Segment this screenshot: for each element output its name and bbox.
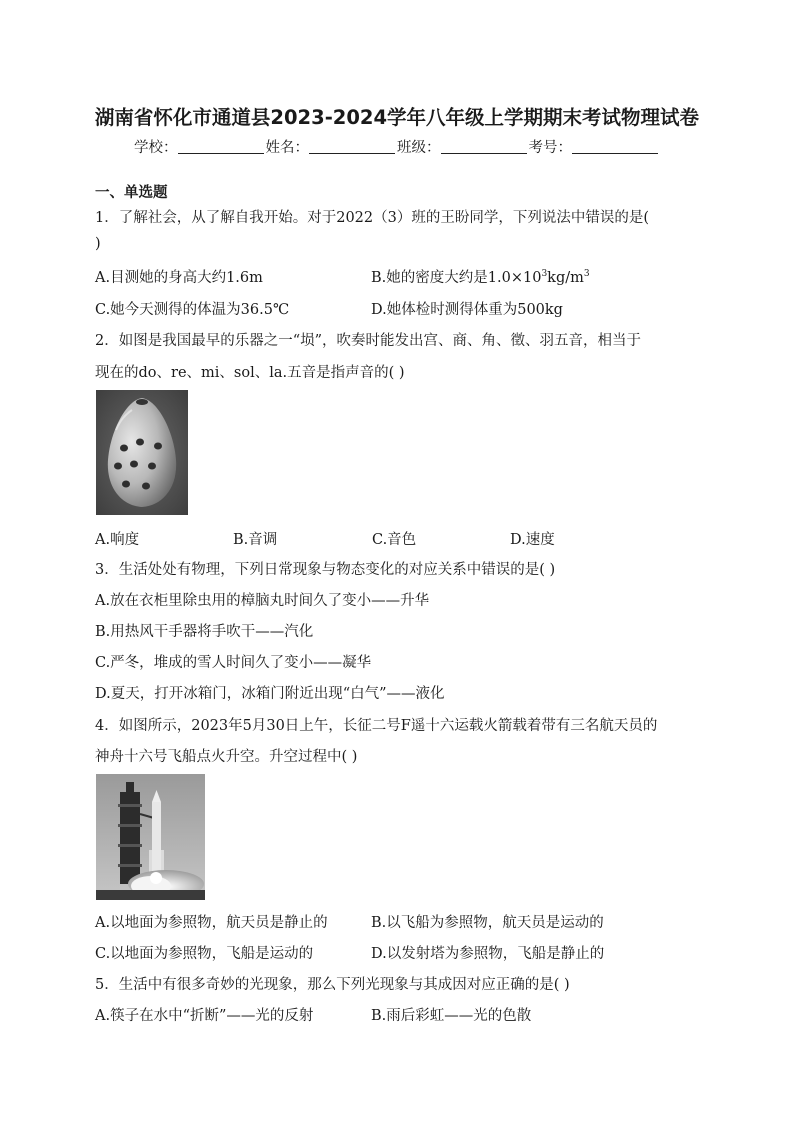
section-heading: 一、单选题 [95,185,168,201]
q4-option-b[interactable]: B.以飞船为参照物，航天员是运动的 [371,915,604,931]
q4-stem-line2: 神舟十六号飞船点火升空。升空过程中( ) [95,749,358,765]
q2-stem-line2: 现在的do、re、mi、sol、la.五音是指声音的( ) [95,365,405,381]
q1-option-a[interactable]: A.目测她的身高大约1.6m [95,270,263,286]
q5-stem: 5．生活中有很多奇妙的光现象，那么下列光现象与其成因对应正确的是( ) [95,977,570,993]
q1-stem-line2: ) [95,236,101,252]
exam-title: 湖南省怀化市通道县2023-2024学年八年级上学期期末考试物理试卷 [94,106,700,129]
q3-stem: 3．生活处处有物理，下列日常现象与物态变化的对应关系中错误的是( ) [95,562,556,578]
q5-option-a[interactable]: A.筷子在水中“折断”——光的反射 [95,1008,314,1024]
class-label: 班级： [397,140,441,156]
q2-stem-line1: 2．如图是我国最早的乐器之一“埙”，吹奏时能发出宫、商、角、徵、羽五音，相当于 [95,333,642,349]
q3-option-b[interactable]: B.用热风干手器将手吹干——汽化 [95,624,314,640]
school-label: 学校： [134,140,178,156]
q2-option-d[interactable]: D.速度 [510,532,555,548]
q1-option-c[interactable]: C.她今天测得的体温为36.5℃ [95,302,290,318]
number-blank[interactable] [572,139,658,154]
q3-option-c[interactable]: C.严冬，堆成的雪人时间久了变小——凝华 [95,655,372,671]
q1-option-d[interactable]: D.她体检时测得体重为500kg [371,302,563,318]
student-info-row [0,136,794,157]
q1-option-b-unit: kg/m [547,270,584,286]
q3-option-a[interactable]: A.放在衣柜里除虫用的樟脑丸时间久了变小——升华 [95,593,430,609]
number-label: 考号： [528,140,572,156]
q2-option-a[interactable]: A.响度 [95,532,140,548]
name-label: 姓名： [265,140,309,156]
q1-option-b-exp2: 3 [583,269,590,279]
rocket-launch-image [96,774,205,900]
q1-option-b[interactable] [371,266,590,287]
q5-option-b[interactable]: B.雨后彩虹——光的色散 [371,1008,532,1024]
q4-option-a[interactable]: A.以地面为参照物，航天员是静止的 [95,915,328,931]
q4-option-c[interactable]: C.以地面为参照物，飞船是运动的 [95,946,314,962]
q2-option-b[interactable]: B.音调 [233,532,278,548]
q1-option-b-text: B.她的密度大约是1.0×10 [371,270,542,286]
name-blank[interactable] [309,139,395,154]
q2-option-c[interactable]: C.音色 [372,532,417,548]
xun-instrument-image [96,390,188,515]
q1-option-b-exp1: 3 [541,269,548,279]
school-blank[interactable] [178,139,264,154]
class-blank[interactable] [441,139,527,154]
q1-stem-line1: 1．了解社会，从了解自我开始。对于2022（3）班的王盼同学，下列说法中错误的是( [95,210,650,226]
q3-option-d[interactable]: D.夏天，打开冰箱门，冰箱门附近出现“白气”——液化 [95,686,445,702]
q4-stem-line1: 4．如图所示，2023年5月30日上午，长征二号F遥十六运载火箭载着带有三名航天员的 [95,718,658,734]
q4-option-d[interactable]: D.以发射塔为参照物，飞船是静止的 [371,946,605,962]
